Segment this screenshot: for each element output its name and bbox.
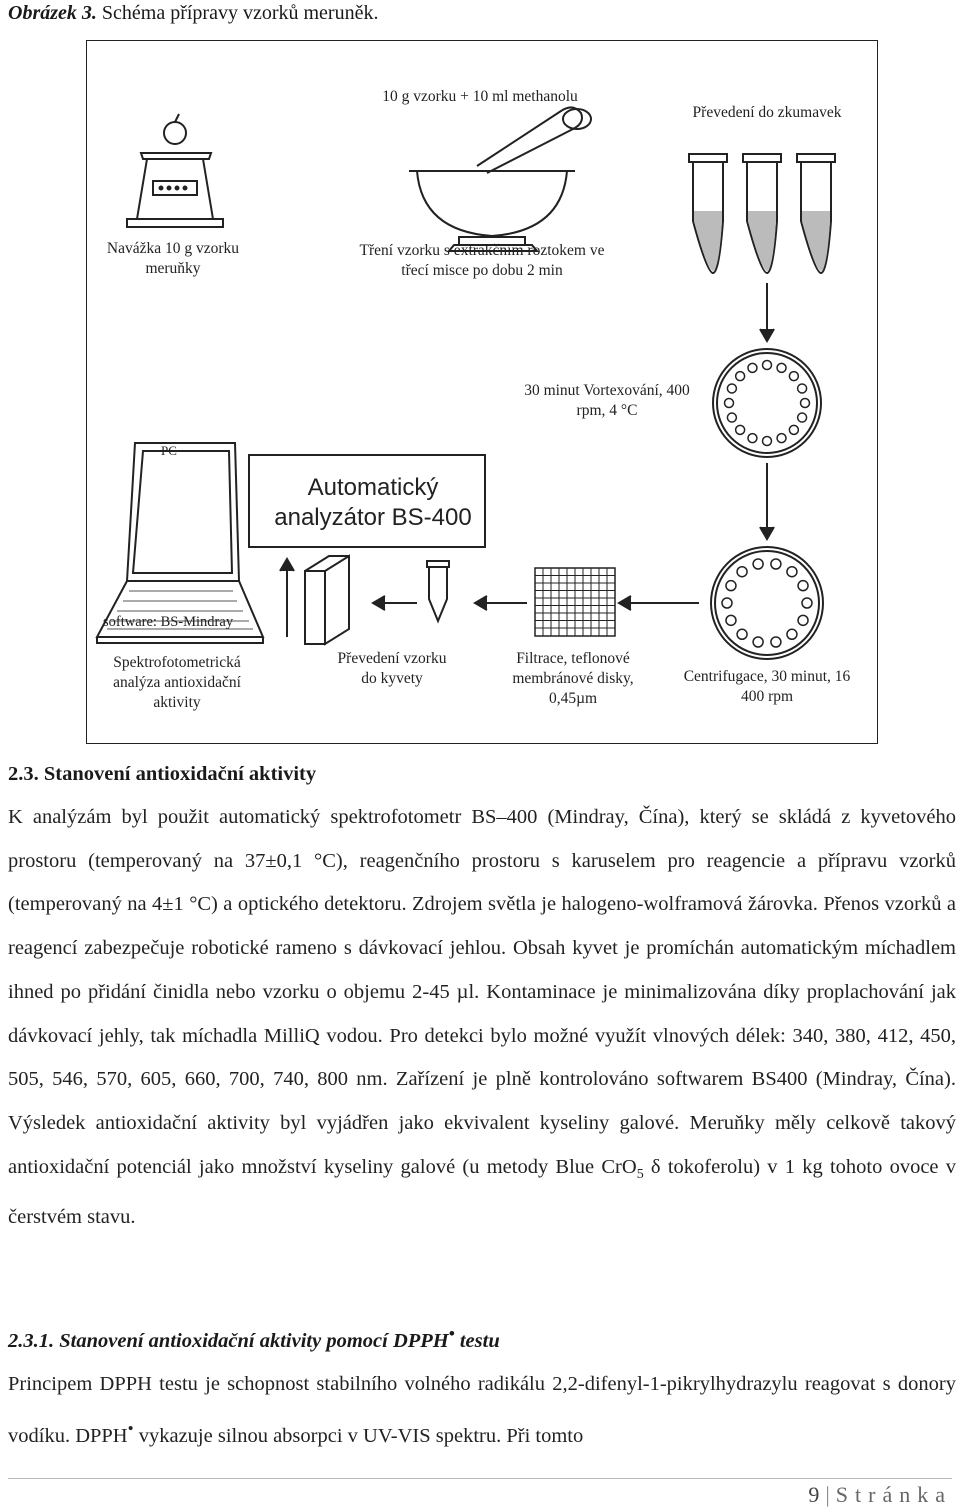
scale-icon: [127, 153, 223, 227]
sample-prep-diagram: [86, 40, 878, 744]
label-filtration: Filtrace, teflonové membránové disky, 0,45µm: [512, 650, 634, 707]
subsection-heading: [8, 1324, 500, 1353]
label-pc: PC: [161, 443, 177, 458]
rotor-slot: [798, 615, 808, 625]
label-cuvette-transfer: Převedení vzorku do kyvety: [337, 650, 447, 687]
rotor-slot: [726, 615, 736, 625]
rotor-slot: [748, 434, 757, 443]
caption-text: Schéma přípravy vzorků meruněk.: [101, 2, 379, 24]
diagram-drawing: [87, 41, 879, 745]
rotor-slot: [771, 559, 781, 569]
page-number: 9: [808, 1482, 820, 1507]
rotor-slot: [789, 425, 798, 434]
rotor-slot: [787, 567, 797, 577]
subsection-text-end: vykazuje silnou absorpci v UV-VIS spektru. Při tomto: [133, 1424, 584, 1447]
label-transfer-tubes: Převedení do zkumavek: [692, 104, 842, 121]
label-weighing: Navážka 10 g vzorku meruňky: [106, 240, 240, 277]
subsection-text: Principem DPPH testu je schopnost stabilního volného radikálu 2,2-difenyl-1-pikrylhydrazylu reagovat s donory vodíku. DPPH: [8, 1373, 956, 1447]
rotor-slot: [727, 384, 736, 393]
apricot-icon: [164, 114, 186, 144]
label-centrifugation: Centrifugace, 30 minut, 16 400 rpm: [683, 668, 851, 705]
mortar-pestle-icon: [409, 107, 591, 251]
subscript-index: 5: [636, 1166, 644, 1182]
rotor-slot: [787, 629, 797, 639]
rotor-slot: [727, 413, 736, 422]
rotor-slot: [725, 399, 734, 408]
label-analyzer: Automatický analyzátor BS-400: [274, 474, 472, 531]
rotor-slot: [801, 399, 810, 408]
rotor-slot: [798, 413, 807, 422]
rotor-slot: [748, 363, 757, 372]
rotor-slot: [763, 437, 772, 446]
figure-caption: [8, 2, 378, 25]
rotor-slot: [798, 384, 807, 393]
label-sample-methanol: 10 g vzorku + 10 ml methanolu: [382, 88, 578, 105]
radical-dot: •: [448, 1324, 455, 1343]
rotor-slot: [736, 372, 745, 381]
radical-dot-inline: •: [127, 1418, 134, 1438]
rotor-slot: [777, 434, 786, 443]
subsection-heading-text: 2.3.1. Stanovení antioxidační aktivity pomocí DPPH: [8, 1329, 449, 1352]
rotor-slot: [726, 581, 736, 591]
rotor-slot: [802, 598, 812, 608]
caption-label: Obrázek 3.: [8, 2, 97, 24]
rotor-slot: [736, 425, 745, 434]
label-spectrophotometric-analysis: Spektrofotometrická analýza antioxidační aktivity: [113, 654, 241, 711]
rotor-slot: [771, 637, 781, 647]
rotor-slot: [753, 559, 763, 569]
cuvette-icon: [305, 556, 349, 644]
footer-separator: |: [825, 1482, 830, 1507]
rotor-slot: [737, 629, 747, 639]
microtube-icon: [427, 561, 449, 621]
label-software: software: BS-Mindray: [103, 614, 234, 630]
footer-divider: [8, 1478, 952, 1479]
rotor-slot: [798, 581, 808, 591]
section-paragraph: [8, 796, 956, 1240]
page-footer: [808, 1482, 952, 1508]
rotor-slot: [737, 567, 747, 577]
subsection-heading-end: testu: [454, 1329, 500, 1352]
rotor-slot: [753, 637, 763, 647]
label-grinding: Tření vzorku s extrakčním roztokem ve třecí misce po dobu 2 min: [359, 242, 605, 279]
label-vortex: 30 minut Vortexování, 400 rpm, 4 °C: [524, 382, 690, 419]
subsection-paragraph: [8, 1363, 956, 1458]
section-heading: 2.3. Stanovení antioxidační aktivity: [8, 763, 317, 785]
page-word: Stránka: [835, 1482, 952, 1507]
paragraph-text-end: δ tokoferolu) v 1 kg tohoto ovoce v čerstvém stavu.: [8, 1155, 957, 1229]
rotor-slot: [789, 372, 798, 381]
rotor-slot: [777, 363, 786, 372]
rotor-slot: [763, 361, 772, 370]
paragraph-text: K analýzám byl použit automatický spektrofotometr BS–400 (Mindray, Čína), který se skládá z kyvetového prostoru (temperovaný na 37±0,1 °C), reagenčního prostoru s karuselem pro reagencie a přípravu vzorků (temperovaný na 4±1 °C) a optického detektoru. Zdrojem světla je halogeno-wolframová žárovka. Přenos vzorků a reagencí zabezpečuje robotické rameno s dávkovací jehlou. Obsah kyvet je promíchán automatickým míchadlem ihned po přidání činidla nebo vzorku o objemu 2-45 µl. Kontaminace je minimalizována díky proplachování jak dávkovací jehly, tak míchadla MilliQ vodou. Pro detekci bylo možné využít vlnových délek: 340, 380, 412, 450, 505, 546, 570, 605, 660, 700, 740, 800 nm. Zařízení je plně kontrolováno softwarem BS400 (Mindray, Čína). Výsledek antioxidační aktivity byl vyjádřen jako ekvivalent kyseliny galové. Meruňky měly celkově takový antioxidační potenciál jako množství kyseliny galové (u metody Blue CrO: [8, 806, 956, 1178]
rotor-slot: [722, 598, 732, 608]
